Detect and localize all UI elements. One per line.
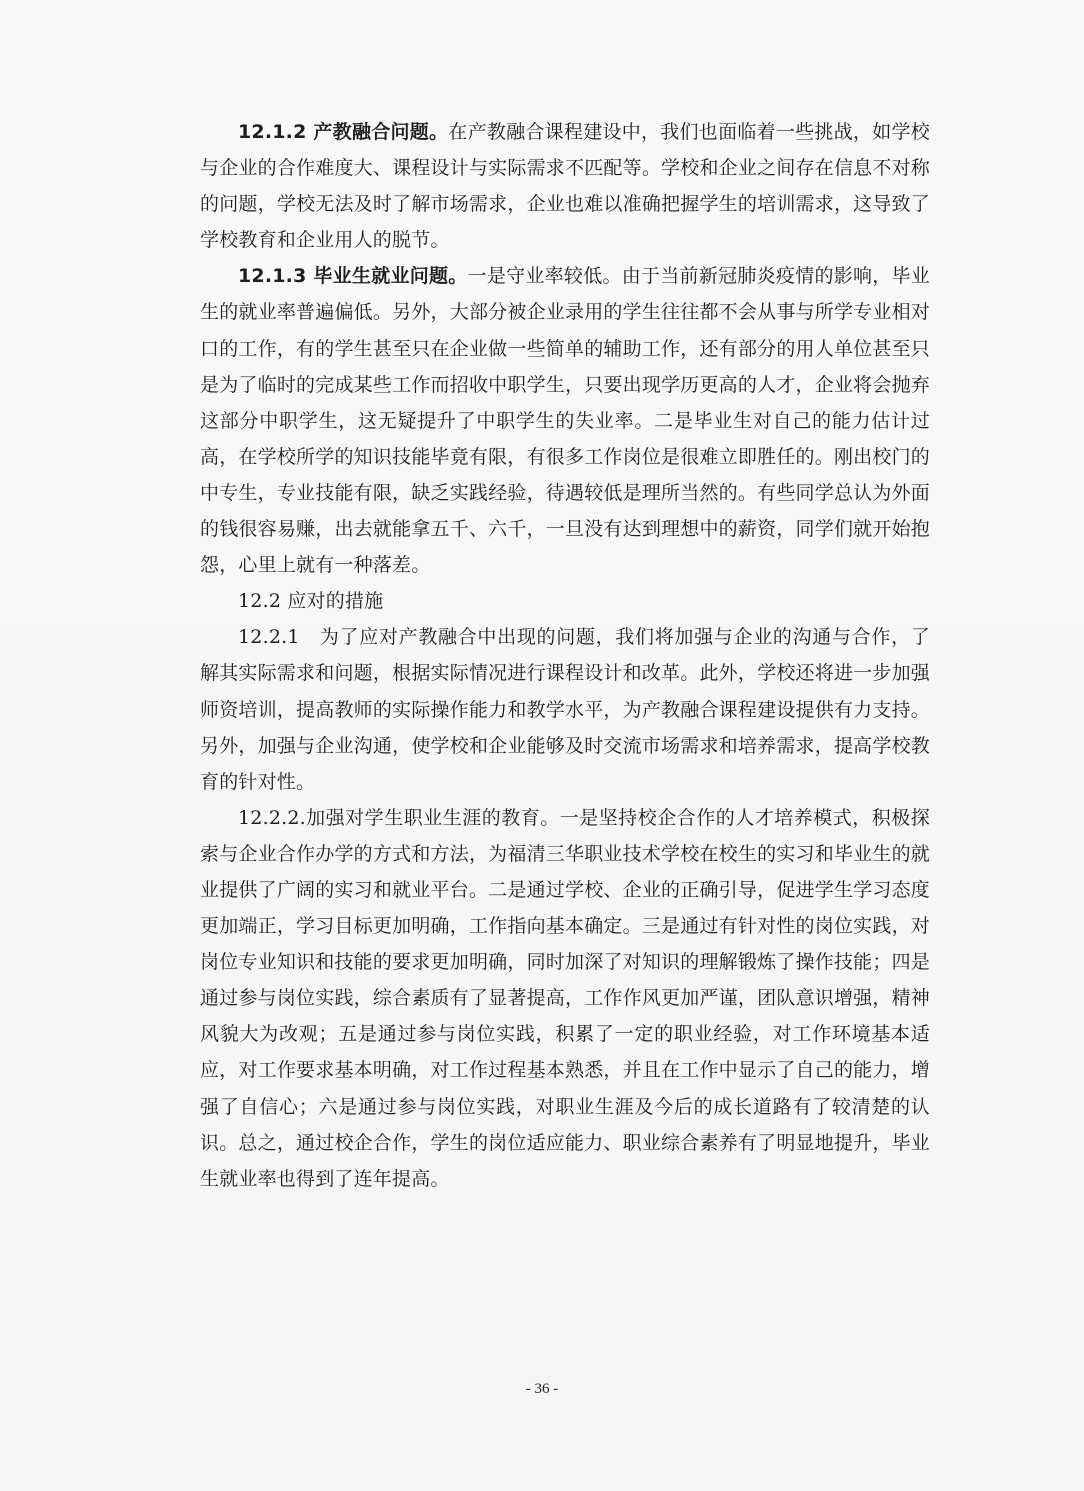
paragraph-text: 12.2.2.加强对学生职业生涯的教育。一是坚持校企合作的人才培养模式，积极探索与企业合作办学的方式和方法，为福清三华职业技术学校在校生的实习和毕业生的就业提供了广阔的实习和就业平台。二是通过学校、企业的正确引导，促进学生学习态度更加端正，学习目标更加明确，工作指向基本确定。三是通过有针对性的岗位实践，对岗位专业知识和技能的要求更加明确，同时加深了对知识的理解锻炼了操作技能；四是通过参与岗位实践，综合素质有了显著提高，工作作风更加严谨，团队意识增强，精神风貌大为改观；五是通过参与岗位实践，积累了一定的职业经验，对工作环境基本适应，对工作要求基本明确，对工作过程基本熟悉，并且在工作中显示了自己的能力，增强了自信心；六是通过参与岗位实践，对职业生涯及今后的成长道路有了较清楚的认识。总之，通过校企合作，学生的岗位适应能力、职业综合素养有了明显地提升，毕业生就业率也得到了连年提高。 xyxy=(200,806,930,1190)
paragraph-12-2-2 xyxy=(200,800,930,1197)
page-number: - 36 - xyxy=(525,1381,559,1397)
paragraph-12-1-3 xyxy=(200,258,930,583)
paragraph-text: 在产教融合课程建设中，我们也面临着一些挑战，如学校与企业的合作难度大、课程设计与实际需求不匹配等。学校和企业之间存在信息不对称的问题，学校无法及时了解市场需求，企业也难以准确把握学生的培训需求，这导致了学校教育和企业用人的脱节。 xyxy=(200,121,930,252)
paragraph-12-1-2 xyxy=(200,114,930,258)
section-heading-12-2 xyxy=(200,583,930,619)
paragraph-lead: 12.1.2 产教融合问题。 xyxy=(238,121,449,143)
paragraph-text: 一是守业率较低。由于当前新冠肺炎疫情的影响，毕业生的就业率普遍偏低。另外，大部分被企业录用的学生往往都不会从事与所学专业相对口的工作，有的学生甚至只在企业做一些简单的辅助工作，还有部分的用人单位甚至只是为了临时的完成某些工作而招收中职学生，只要出现学历更高的人才，企业将会抛弃这部分中职学生，这无疑提升了中职学生的失业率。二是毕业生对自己的能力估计过高，在学校所学的知识技能毕竟有限，有很多工作岗位是很难立即胜任的。刚出校门的中专生，专业技能有限，缺乏实践经验，待遇较低是理所当然的。有些同学总认为外面的钱很容易赚，出去就能拿五千、六千，一旦没有达到理想中的薪资，同学们就开始抱怨，心里上就有一种落差。 xyxy=(200,265,930,577)
paragraph-lead: 12.1.3 毕业生就业问题。 xyxy=(238,265,468,288)
section-heading-text: 12.2 应对的措施 xyxy=(238,590,384,613)
paragraph-12-2-1 xyxy=(200,619,930,799)
paragraph-text: 12.2.1 为了应对产教融合中出现的问题，我们将加强与企业的沟通与合作，了解其实际需求和问题，根据实际情况进行课程设计和改革。此外，学校还将进一步加强师资培训，提高教师的实际操作能力和教学水平，为产教融合课程建设提供有力支持。另外，加强与企业沟通，使学校和企业能够及时交流市场需求和培养需求，提高学校教育的针对性。 xyxy=(200,626,930,793)
document-body xyxy=(200,114,930,1197)
